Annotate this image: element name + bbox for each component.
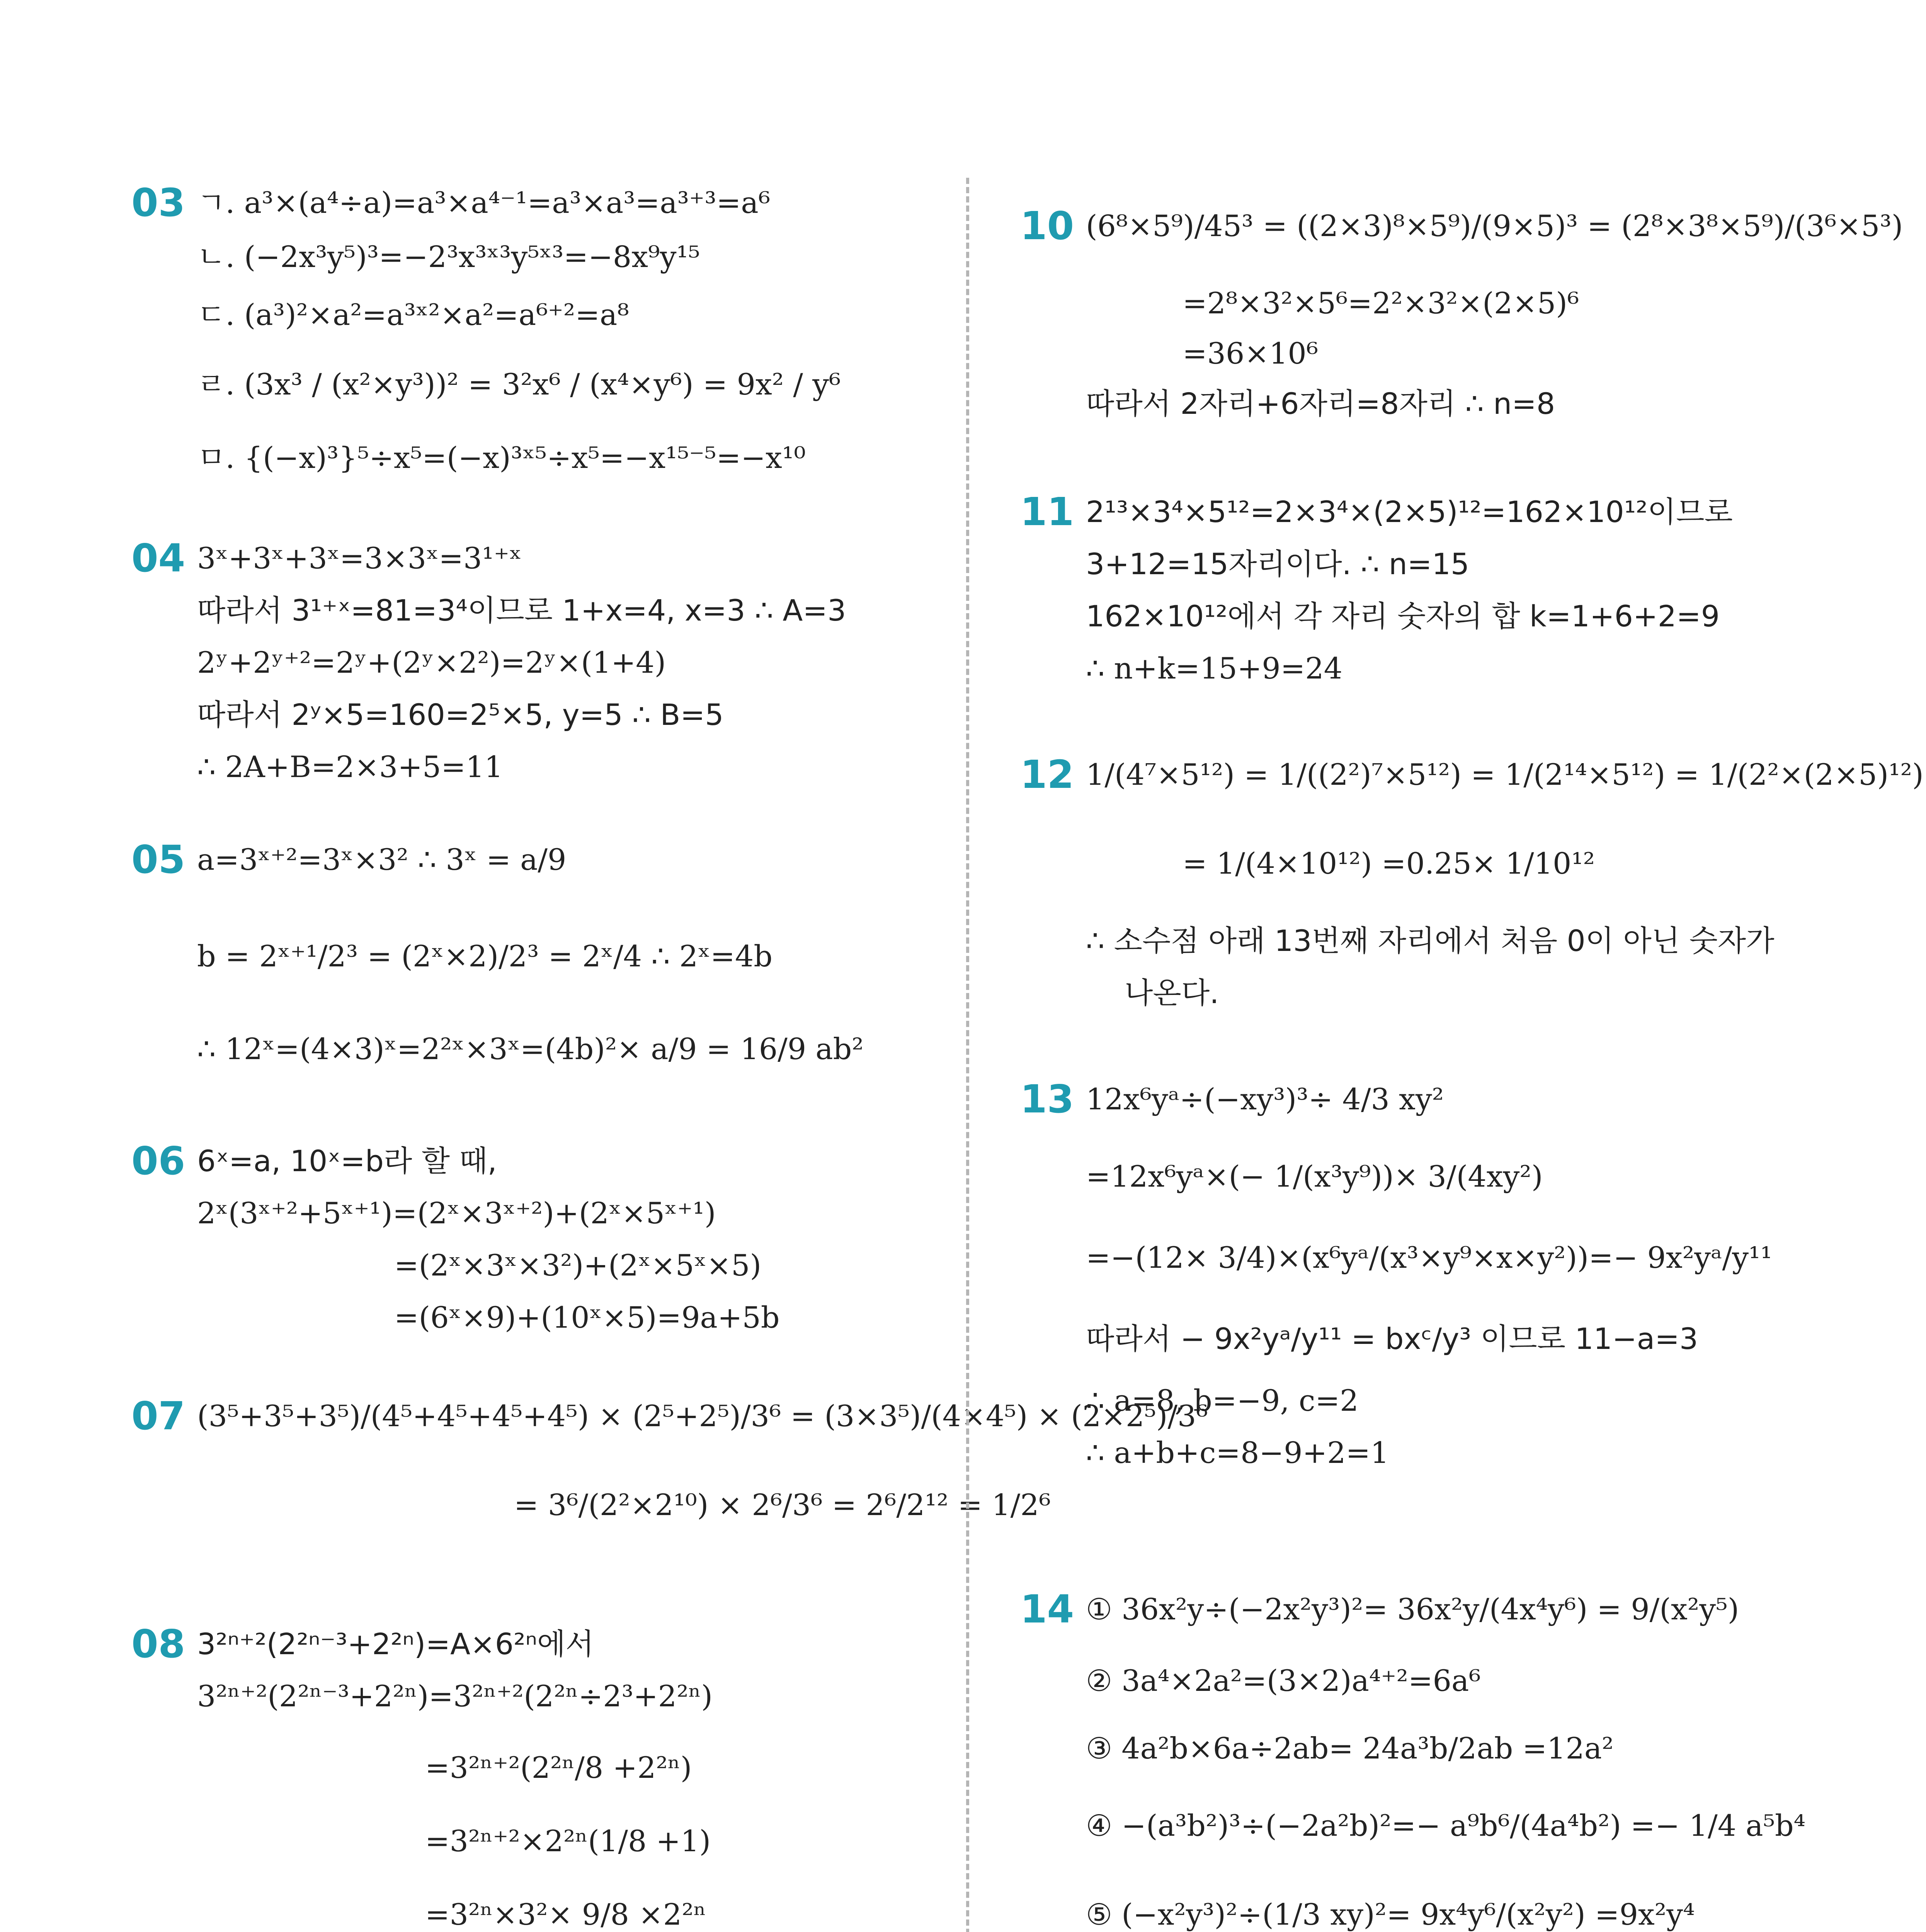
solution-line: (6⁸×5⁹)/45³ = ((2×3)⁸×5⁹)/(9×5)³ = (2⁸×3⁸×5⁹)/(3⁶×5³) [1086, 209, 1903, 243]
solution-line: 3ˣ+3ˣ+3ˣ=3×3ˣ=3¹⁺ˣ [197, 541, 522, 575]
solution-line: a=3ˣ⁺²=3ˣ×3² ∴ 3ˣ = a/9 [197, 842, 567, 877]
solution-line: ∴ n+k=15+9=24 [1086, 651, 1342, 685]
solution-line: ∴ 2A+B=2×3+5=11 [197, 750, 503, 784]
problem-number: 03 [131, 180, 185, 225]
solution-line: ② 3a⁴×2a²=(3×2)a⁴⁺²=6a⁶ [1086, 1663, 1481, 1698]
solution-line: (3⁵+3⁵+3⁵)/(4⁵+4⁵+4⁵+4⁵) × (2⁵+2⁵)/3⁶ = (3×3⁵)/(4×4⁵) × (2×2⁵)/3⁶ [197, 1399, 1208, 1433]
solution-line: 따라서 3¹⁺ˣ=81=3⁴이므로 1+x=4, x=3 ∴ A=3 [197, 593, 846, 628]
solution-line: 3+12=15자리이다. ∴ n=15 [1086, 547, 1470, 581]
solution-line: 2ˣ(3ˣ⁺²+5ˣ⁺¹)=(2ˣ×3ˣ⁺²)+(2ˣ×5ˣ⁺¹) [197, 1196, 716, 1230]
solution-line: 6ˣ=a, 10ˣ=b라 할 때, [197, 1144, 497, 1178]
problem-number: 04 [131, 536, 185, 581]
solution-line: 따라서 2ʸ×5=160=2⁵×5, y=5 ∴ B=5 [197, 697, 724, 732]
solution-line: =3²ⁿ×3²× 9/8 ×2²ⁿ [425, 1897, 706, 1932]
problem-number: 05 [131, 837, 185, 882]
solution-line: 따라서 − 9x²yᵃ/y¹¹ = bxᶜ/y³ 이므로 11−a=3 [1086, 1321, 1698, 1356]
solution-line: 1/(4⁷×5¹²) = 1/((2²)⁷×5¹²) = 1/(2¹⁴×5¹²) = 1/(2²×(2×5)¹²) [1086, 757, 1924, 792]
problem-number: 13 [1020, 1077, 1074, 1122]
solution-line: =3²ⁿ⁺²×2²ⁿ(1/8 +1) [425, 1824, 711, 1858]
solution-line: 2ʸ+2ʸ⁺²=2ʸ+(2ʸ×2²)=2ʸ×(1+4) [197, 645, 666, 680]
solution-line: ∴ a=8, b=−9, c=2 [1086, 1383, 1359, 1418]
solution-line: ㄴ. (−2x³y⁵)³=−2³x³ˣ³y⁵ˣ³=−8x⁹y¹⁵ [197, 240, 700, 274]
problem-number: 07 [131, 1393, 185, 1439]
problem-number: 06 [131, 1138, 185, 1184]
problem-number: 11 [1020, 489, 1074, 534]
solution-line: =(2ˣ×3ˣ×3²)+(2ˣ×5ˣ×5) [394, 1248, 762, 1282]
solution-line: =2⁸×3²×5⁶=2²×3²×(2×5)⁶ [1182, 286, 1579, 320]
problem-number: 10 [1020, 203, 1074, 248]
solution-line: 3²ⁿ⁺²(2²ⁿ⁻³+2²ⁿ)=A×6²ⁿ에서 [197, 1627, 594, 1661]
solution-line: ∴ 12ˣ=(4×3)ˣ=2²ˣ×3ˣ=(4b)²× a/9 = 16/9 ab² [197, 1032, 864, 1066]
solution-line: =3²ⁿ⁺²(2²ⁿ/8 +2²ⁿ) [425, 1750, 692, 1785]
solution-line: =−(12× 3/4)×(x⁶yᵃ/(x³×y⁹×x×y²))=− 9x²yᵃ/y¹¹ [1086, 1240, 1772, 1275]
solution-line: ④ −(a³b²)³÷(−2a²b)²=− a⁹b⁶/(4a⁴b²) =− 1/4 a⁵b⁴ [1086, 1808, 1806, 1843]
problem-number: 14 [1020, 1587, 1074, 1632]
solution-line: ∴ 소수점 아래 13번째 자리에서 처음 0이 아닌 숫자가 [1086, 923, 1775, 958]
solution-line: ③ 4a²b×6a÷2ab= 24a³b/2ab =12a² [1086, 1731, 1614, 1765]
solution-line: 12x⁶yᵃ÷(−xy³)³÷ 4/3 xy² [1086, 1082, 1444, 1116]
solution-line: b = 2ˣ⁺¹/2³ = (2ˣ×2)/2³ = 2ˣ/4 ∴ 2ˣ=4b [197, 939, 772, 973]
solution-line: ㅁ. {(−x)³}⁵÷x⁵=(−x)³ˣ⁵÷x⁵=−x¹⁵⁻⁵=−x¹⁰ [197, 440, 806, 475]
solution-line: =12x⁶yᵃ×(− 1/(x³y⁹))× 3/(4xy²) [1086, 1159, 1543, 1194]
solution-line: ∴ a+b+c=8−9+2=1 [1086, 1435, 1389, 1470]
solution-line: ㄹ. (3x³ / (x²×y³))² = 3²x⁶ / (x⁴×y⁶) = 9x² / y⁶ [197, 367, 841, 401]
solution-line: 나온다. [1125, 976, 1219, 1010]
solution-line: 따라서 2자리+6자리=8자리 ∴ n=8 [1086, 386, 1555, 421]
solution-line: 3²ⁿ⁺²(2²ⁿ⁻³+2²ⁿ)=3²ⁿ⁺²(2²ⁿ÷2³+2²ⁿ) [197, 1679, 713, 1713]
solution-line: 162×10¹²에서 각 자리 숫자의 합 k=1+6+2=9 [1086, 599, 1720, 633]
solution-line: ㄷ. (a³)²×a²=a³ˣ²×a²=a⁶⁺²=a⁸ [197, 298, 629, 332]
solution-line: =36×10⁶ [1182, 336, 1319, 371]
problem-number: 08 [131, 1621, 185, 1667]
column-divider [966, 178, 969, 1932]
solution-line: 2¹³×3⁴×5¹²=2×3⁴×(2×5)¹²=162×10¹²이므로 [1086, 495, 1733, 529]
problem-number: 12 [1020, 752, 1074, 797]
solution-line: = 1/(4×10¹²) =0.25× 1/10¹² [1182, 846, 1595, 881]
solution-line: ① 36x²y÷(−2x²y³)²= 36x²y/(4x⁴y⁶) = 9/(x²y⁵) [1086, 1592, 1739, 1626]
solution-line: =(6ˣ×9)+(10ˣ×5)=9a+5b [394, 1300, 780, 1335]
solution-line: = 3⁶/(2²×2¹⁰) × 2⁶/3⁶ = 2⁶/2¹² = 1/2⁶ [514, 1488, 1051, 1522]
solution-line: ⑤ (−x²y³)²÷(1/3 xy)²= 9x⁴y⁶/(x²y²) =9x²y⁴ [1086, 1897, 1695, 1932]
solution-line: ㄱ. a³×(a⁴÷a)=a³×a⁴⁻¹=a³×a³=a³⁺³=a⁶ [197, 185, 771, 220]
